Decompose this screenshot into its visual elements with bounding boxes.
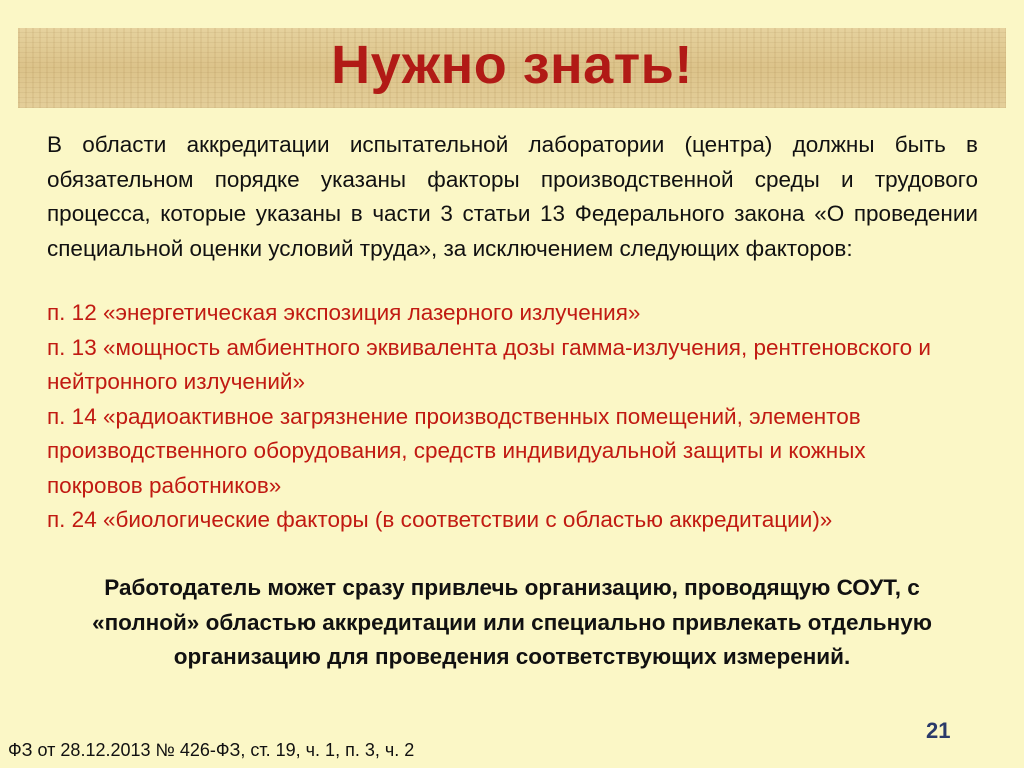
exceptions-list bbox=[47, 296, 978, 538]
intro-paragraph: В области аккредитации испытательной лаборатории (центра) должны быть в обязательном порядке указаны факторы производственной среды и трудового процесса, которые указаны в части 3 статьи 13 Федерального закона «О проведении специальной оценки условий труда», за исключением следующих факторов: bbox=[47, 132, 978, 261]
title-banner bbox=[18, 28, 1006, 108]
list-item: п. 13 «мощность амбиентного эквивалента дозы гамма-излучения, рентгеновского и нейтронного излучений» bbox=[47, 334, 931, 394]
list-item: п. 24 «биологические факторы (в соответствии с областью аккредитации)» bbox=[47, 507, 833, 532]
list-item: п. 14 «радиоактивное загрязнение производственных помещений, элементов производственного оборудования, средств индивидуальной защиты и кожных покровов работников» bbox=[47, 403, 866, 498]
footer-reference: ФЗ от 28.12.2013 № 426-ФЗ, ст. 19, ч. 1, п. 3, ч. 2 bbox=[8, 740, 415, 760]
conclusion-text: Работодатель может сразу привлечь организацию, проводящую СОУТ, с «полной» областью аккредитации или специально привлекать отдельную организацию для проведения соответствующих измерений. bbox=[92, 575, 932, 669]
slide-title: Нужно знать! bbox=[331, 35, 693, 95]
list-item: п. 12 «энергетическая экспозиция лазерного излучения» bbox=[47, 300, 641, 325]
page-number: 21 bbox=[926, 718, 951, 743]
